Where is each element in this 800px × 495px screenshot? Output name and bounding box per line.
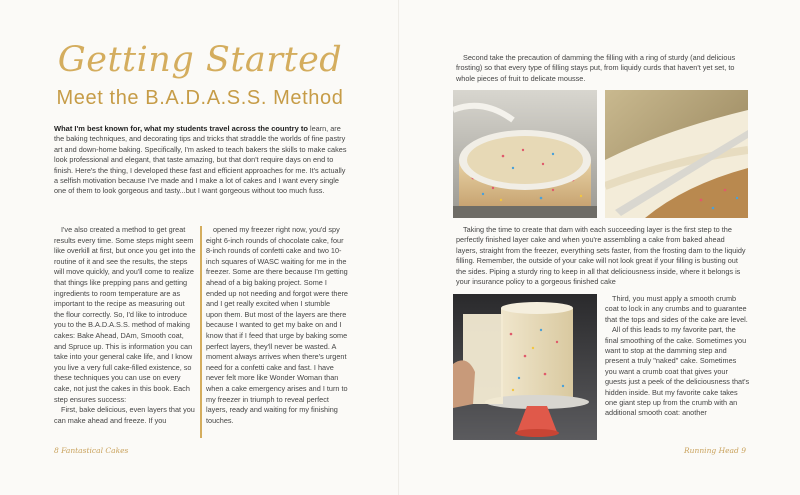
side-paragraph-1: Third, you must apply a smooth crumb coat to lock in any crumbs and to guarantee that the tops and sides of the cake are level. — [605, 294, 748, 324]
page-script-title: Getting Started — [57, 40, 343, 80]
text-column-2 — [206, 225, 348, 426]
side-text — [605, 294, 750, 419]
middle-paragraph — [456, 225, 748, 287]
column1-paragraph-1: I've also created a method to get great results every time. Some steps might seem like overkill at first, but once you get into the routine of it and see the results, the steps will move quickly, and you'll come to realize that things like prepping pans and getting ingredients to room temperature are as important to the recipe as measuring out the flour correctly. So, I'd like to introduce you to the B.A.D.A.S.S. method of making cakes: Bake Ahead, DAm, Smooth coat, and Spruce up. This is information you can take into your general cake life, and I know you live a very full cake-filled existence, so these techniques you can use on every cake, not just the cakes in this book. Each step ensures success: — [54, 225, 196, 404]
cake-stand-photo — [453, 294, 597, 440]
intro-body: learn, are the baking techniques, and decorating tips and tricks that straddle the worlds of fine pastry art and down-home baking. Specifically, I'm asked to teach bakers the skills to make cakes look professional and elegant, that taste amazing, but that don't require days on end to finish. Here's the thing, I developed these fast and efficient approaches for me. It's actually a selfish motivation because I've made and I make a lot of cakes and I want every single one of them to look gorgeous and tasty...but I want gorgeous without too much fuss. — [54, 124, 347, 196]
top-paragraph-text: Second take the precaution of damming the filling with a ring of sturdy (and delicious frosting) so that every type of filling stays put, from liquidy curds that haven't yet set, to whole pieces of fruit to delicate mousse. — [456, 53, 736, 83]
intro-lead: What I'm best known for, what my students travel across the country to — [54, 124, 308, 133]
intro-paragraph — [54, 124, 350, 197]
spatula-photo — [605, 90, 748, 218]
right-footer: Running Head 9 — [684, 446, 746, 455]
spatula-illustration — [605, 90, 748, 218]
cake-stand-illustration — [453, 294, 597, 440]
top-paragraph — [456, 53, 748, 84]
column1-paragraph-2: First, bake delicious, even layers that you can make ahead and freeze. If you — [54, 405, 195, 425]
right-page — [400, 0, 800, 495]
column2-paragraph-1: opened my freezer right now, you'd spy eight 6-inch rounds of chocolate cake, four 8-inch rounds of confetti cake and two 10-inch squares of WASC waiting for me in the freezer. Some are there because I'm getting ahead of a big baking project. Some I ended up not needing and forgot were there and I get really excited when I stumble upon them. But most of the layers are there because I wanted to get my bake on and I know that if I feed that urge by baking some perfect layers, they'll never be wasted. A moment always arrives when there's urgent need for a confetti cake and fast. I have never felt more like Wonder Woman than when a cake emergency arises and I turn to my freezer in triumph to reveal perfect layers, ready and waiting for my finishing touches. — [206, 225, 348, 425]
cake-dam-illustration — [453, 90, 597, 218]
text-column-1 — [54, 225, 196, 426]
left-footer: 8 Fantastical Cakes — [54, 446, 129, 455]
side-paragraph-2: All of this leads to my favorite part, the final smoothing of the cake. Sometimes you want to stop at the damming step and present a truly "naked" cake. Sometimes you want a crumb coat that gives your guests just a peek of the deliciousness that's hidden inside. But my favorite cake takes one giant step up from the crumb with an additional smooth coat: another — [605, 325, 750, 418]
page-subtitle: Meet the B.A.D.A.S.S. Method — [56, 87, 344, 109]
cake-dam-photo — [453, 90, 597, 218]
column-divider — [200, 226, 202, 438]
middle-paragraph-text: Taking the time to create that dam with each succeeding layer is the first step to the perfectly finished layer cake and when you're assembling a cake from baked ahead layers, straight from the freezer, everything sets faster, from the frosting dam to the liquidy filling. Remember, the outside of your cake will not look great if your filling is busting out the sides. Piping a sturdy ring to keep in all that deliciousness inside, where it belongs is your insurance policy to a gorgeous finished cake — [456, 225, 746, 287]
